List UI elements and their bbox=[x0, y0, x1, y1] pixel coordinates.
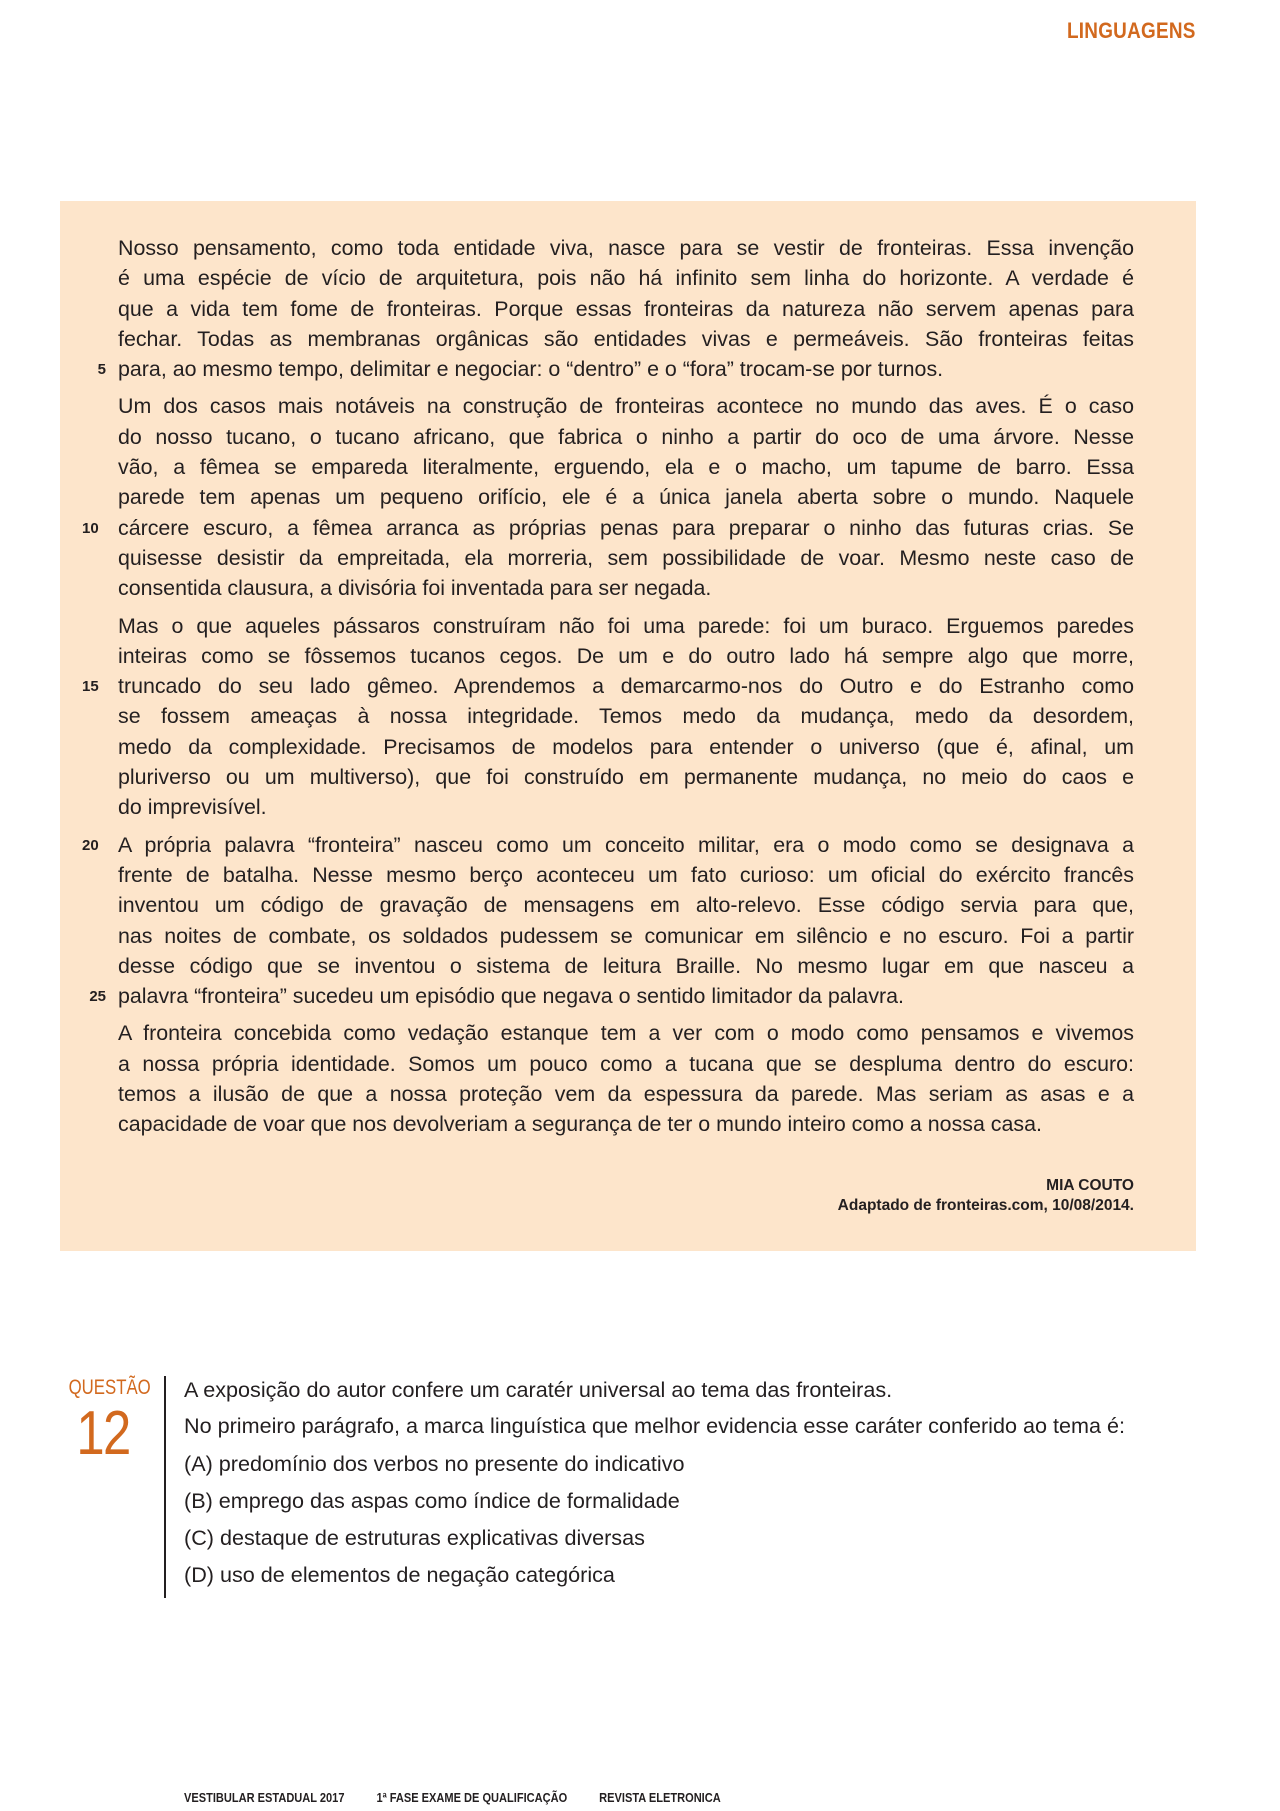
line-text: é uma espécie de vício de arquitetura, pois não há infinito sem linha do horizonte. A verdade é bbox=[118, 266, 1134, 291]
passage-source bbox=[838, 1176, 1134, 1216]
passage-text bbox=[82, 233, 1134, 1147]
line-text: cárcere escuro, a fêmea arranca as próprias penas para preparar o ninho das futuras crias. Se bbox=[118, 515, 1134, 540]
passage-line bbox=[118, 732, 1134, 762]
line-text: que a vida tem fome de fronteiras. Porque essas fronteiras da natureza não servem apenas para bbox=[118, 296, 1134, 321]
passage-line bbox=[118, 422, 1134, 452]
line-text: do nosso tucano, o tucano africano, que fabrica o ninho a partir do oco de uma árvore. Nesse bbox=[118, 424, 1134, 449]
line-text: parede tem apenas um pequeno orifício, ele é a única janela aberta sobre o mundo. Naquele bbox=[118, 485, 1134, 510]
line-text: Um dos casos mais notáveis na construção de fronteiras acontece no mundo das aves. É o caso bbox=[118, 394, 1134, 419]
page-footer bbox=[184, 1790, 750, 1805]
line-text: fechar. Todas as membranas orgânicas são entidades vivas e permeáveis. São fronteiras feitas bbox=[118, 326, 1134, 351]
passage-line bbox=[118, 452, 1134, 482]
footer-publication: REVISTA ELETRONICA bbox=[599, 1790, 721, 1805]
line-text: inventou um código de gravação de mensagens em alto-relevo. Esse código servia para que, bbox=[118, 893, 1134, 918]
line-text: desse código que se inventou o sistema de leitura Braille. No mesmo lugar em que nasceu a bbox=[118, 953, 1134, 978]
question-label: QUESTÃO bbox=[68, 1376, 151, 1399]
question-12 bbox=[60, 1372, 1200, 1602]
line-text: truncado do seu lado gêmeo. Aprendemos a demarcarmo-nos do Outro e do Estranho como bbox=[118, 674, 1134, 699]
passage-paragraph bbox=[82, 391, 1134, 603]
line-text: a nossa própria identidade. Somos um pouco como a tucana que se despluma dentro do escuro: bbox=[118, 1051, 1134, 1076]
line-text: Nosso pensamento, como toda entidade viva, nasce para se vestir de fronteiras. Essa invenção bbox=[118, 236, 1134, 260]
passage-box bbox=[60, 201, 1196, 1251]
line-text: pluriverso ou um multiverso), que foi construído em permanente mudança, no meio do caos e bbox=[118, 765, 1134, 790]
question-stem-2: No primeiro parágrafo, a marca linguística que melhor evidencia esse caráter conferido ao tema é: bbox=[184, 1413, 1126, 1438]
option-a[interactable]: (A) predomínio dos verbos no presente do indicativo bbox=[184, 1451, 685, 1476]
line-text: capacidade de voar que nos devolveriam a segurança de ter o mundo inteiro como a nossa casa. bbox=[118, 1112, 1042, 1137]
passage-line bbox=[82, 671, 1134, 701]
question-divider bbox=[164, 1376, 166, 1598]
passage-line bbox=[118, 263, 1134, 293]
passage-line bbox=[118, 1109, 1134, 1139]
line-text: medo da complexidade. Precisamos de modelos para entender o universo (que é, afinal, um bbox=[118, 734, 1134, 759]
line-number: 25 bbox=[89, 988, 106, 1006]
line-number: 20 bbox=[82, 836, 99, 854]
section-title: LINGUAGENS bbox=[1067, 18, 1196, 43]
question-number: 12 bbox=[76, 1399, 130, 1468]
passage-paragraph bbox=[82, 830, 1134, 1012]
passage-line bbox=[97, 354, 1134, 384]
line-text: Mas o que aqueles pássaros construíram não foi uma parede: foi um buraco. Erguemos paredes bbox=[118, 613, 1134, 638]
question-body bbox=[184, 1372, 1200, 1593]
passage-paragraph bbox=[97, 233, 1134, 384]
passage-line bbox=[118, 543, 1134, 573]
line-number: 15 bbox=[82, 678, 99, 696]
passage-line bbox=[118, 611, 1134, 641]
line-text: quisesse desistir da empreitada, ela morreria, sem possibilidade de voar. Mesmo neste caso de bbox=[118, 545, 1134, 570]
line-text: temos a ilusão de que a nossa proteção vem da espessura da parede. Mas seriam as asas e a bbox=[118, 1082, 1134, 1107]
option-b[interactable]: (B) emprego das aspas como índice de formalidade bbox=[184, 1488, 680, 1513]
option-c[interactable]: (C) destaque de estruturas explicativas diversas bbox=[184, 1525, 645, 1550]
passage-line bbox=[118, 951, 1134, 981]
line-text: se fossem ameaças à nossa integridade. Temos medo da mudança, medo da desordem, bbox=[118, 704, 1134, 729]
passage-line bbox=[118, 1079, 1134, 1109]
passage-paragraph bbox=[82, 611, 1134, 823]
line-text: para, ao mesmo tempo, delimitar e negociar: o “dentro” e o “fora” trocam-se por turnos. bbox=[118, 357, 944, 382]
passage-line bbox=[118, 701, 1134, 731]
passage-line bbox=[118, 792, 1134, 822]
footer-exam: VESTIBULAR ESTADUAL 2017 bbox=[184, 1790, 345, 1805]
option-d[interactable]: (D) uso de elementos de negação categórica bbox=[184, 1562, 615, 1587]
passage-line bbox=[118, 482, 1134, 512]
line-text: frente de batalha. Nesse mesmo berço aconteceu um fato curioso: um oficial do exército francês bbox=[118, 862, 1134, 887]
line-number: 10 bbox=[82, 519, 99, 537]
passage-line bbox=[118, 324, 1134, 354]
passage-line bbox=[118, 294, 1134, 324]
line-text: consentida clausura, a divisória foi inventada para ser negada. bbox=[118, 576, 712, 601]
passage-line bbox=[118, 921, 1134, 951]
passage-paragraph bbox=[118, 1018, 1134, 1139]
passage-line bbox=[118, 641, 1134, 671]
passage-line bbox=[82, 513, 1134, 543]
passage-line bbox=[82, 830, 1134, 860]
source-author: MIA COUTO bbox=[1046, 1177, 1134, 1194]
line-text: palavra “fronteira” sucedeu um episódio que negava o sentido limitador da palavra. bbox=[118, 984, 904, 1009]
passage-line bbox=[118, 860, 1134, 890]
passage-line bbox=[118, 573, 1134, 603]
question-stem-1: A exposição do autor confere um caratér universal ao tema das fronteiras. bbox=[184, 1377, 893, 1402]
line-text: do imprevisível. bbox=[118, 795, 267, 820]
line-number: 5 bbox=[97, 361, 106, 379]
line-text: A própria palavra “fronteira” nasceu como um conceito militar, era o modo como se designava a bbox=[118, 832, 1134, 857]
passage-line bbox=[118, 233, 1134, 263]
passage-line bbox=[118, 1018, 1134, 1048]
source-reference: Adaptado de fronteiras.com, 10/08/2014. bbox=[837, 1197, 1134, 1214]
line-text: A fronteira concebida como vedação estanque tem a ver com o modo como pensamos e vivemos bbox=[118, 1021, 1134, 1046]
line-text: nas noites de combate, os soldados pudessem se comunicar em silêncio e no escuro. Foi a partir bbox=[118, 923, 1134, 948]
passage-line bbox=[118, 1049, 1134, 1079]
passage-line bbox=[89, 981, 1134, 1011]
footer-phase: 1ª FASE EXAME DE QUALIFICAÇÃO bbox=[376, 1790, 568, 1805]
passage-line bbox=[118, 762, 1134, 792]
passage-line bbox=[118, 391, 1134, 421]
line-text: vão, a fêmea se empareda literalmente, erguendo, ela e o macho, um tapume de barro. Essa bbox=[118, 455, 1134, 480]
line-text: inteiras como se fôssemos tucanos cegos. De um e do outro lado há sempre algo que morre, bbox=[118, 643, 1134, 668]
passage-line bbox=[118, 890, 1134, 920]
